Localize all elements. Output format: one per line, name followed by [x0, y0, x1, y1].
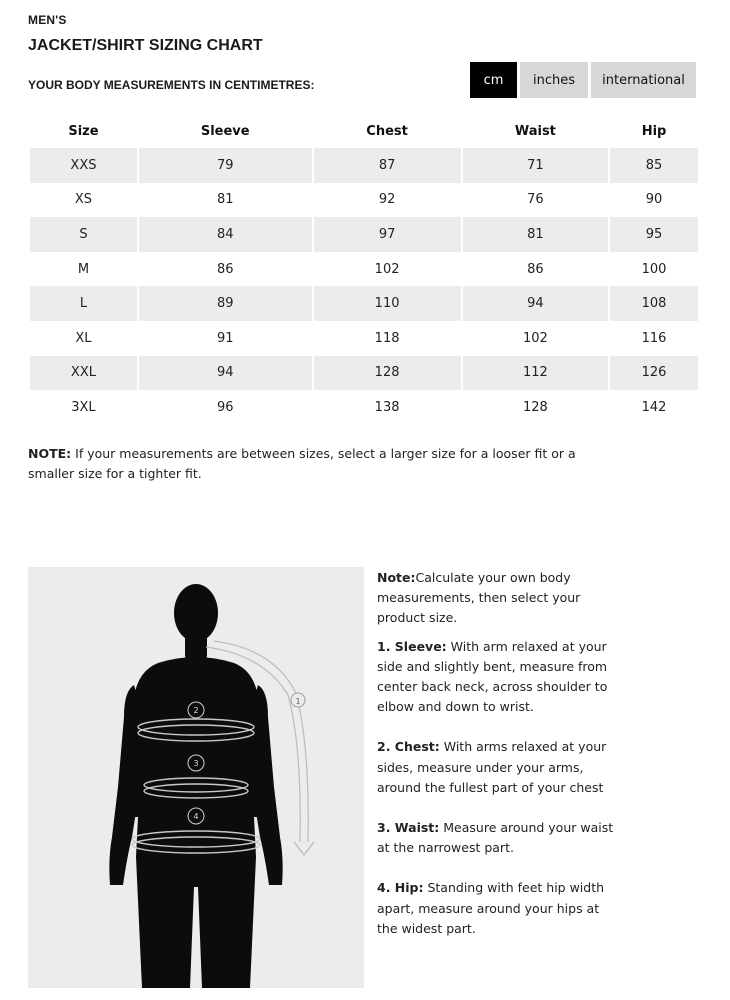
cell-hip: 100 — [641, 261, 667, 277]
cell-chest: 118 — [374, 330, 400, 346]
cell-size: XL — [75, 330, 92, 346]
cell-sleeve: 96 — [216, 399, 234, 415]
step-label: 3. Waist: — [377, 820, 440, 836]
instruction-chest — [377, 737, 622, 798]
cell-size: XS — [74, 192, 93, 208]
cell-size: XXL — [30, 356, 137, 391]
table-row — [30, 183, 698, 218]
cell-waist: 86 — [527, 261, 544, 277]
cell-chest: 128 — [314, 356, 461, 391]
step-label: 1. Sleeve: — [377, 638, 447, 654]
step-label: 2. Chest: — [377, 739, 440, 755]
measurement-instructions — [377, 568, 622, 959]
cell-waist: 102 — [522, 330, 548, 346]
section-kicker: MEN'S — [28, 13, 67, 27]
intro-label: Note: — [377, 570, 416, 585]
intro-text: Calculate your own body measurements, then select your product size. — [377, 570, 581, 626]
unit-inches-button[interactable]: inches — [520, 62, 588, 98]
cell-chest: 87 — [314, 148, 461, 183]
body-silhouette-illustration — [28, 567, 364, 988]
cell-size: L — [30, 286, 137, 321]
cell-chest: 138 — [374, 399, 400, 415]
column-header-hip: Hip — [641, 123, 667, 139]
measurement-subtitle: YOUR BODY MEASUREMENTS IN CENTIMETRES: — [28, 78, 315, 92]
instruction-sleeve — [377, 637, 622, 718]
cell-size: 3XL — [71, 399, 96, 415]
column-header-sleeve: Sleeve — [200, 123, 250, 139]
cell-sleeve: 89 — [139, 286, 312, 321]
cell-hip: 85 — [610, 148, 698, 183]
cell-sleeve: 94 — [139, 356, 312, 391]
note-label: NOTE: — [28, 446, 72, 461]
column-header-waist: Waist — [514, 123, 556, 139]
sleeve-marker: 1 — [295, 697, 301, 706]
table-row — [30, 252, 698, 287]
step-text: Measure around your waist at the narrowest part. — [377, 820, 614, 856]
cell-chest: 92 — [378, 192, 396, 208]
table-row — [30, 356, 698, 391]
table-row — [30, 217, 698, 252]
instruction-hip — [377, 878, 622, 939]
cell-sleeve: 79 — [139, 148, 312, 183]
sizing-note — [28, 444, 618, 484]
cell-size: S — [30, 217, 137, 252]
chest-marker: 2 — [193, 706, 199, 715]
table-row — [30, 390, 698, 425]
waist-marker: 3 — [193, 759, 199, 768]
step-text: With arm relaxed at your side and slightly bent, measure from center back neck, across shoulder to elbow and down to wrist. — [377, 638, 608, 715]
table-row — [30, 321, 698, 356]
body-measurement-figure — [28, 567, 364, 988]
cell-hip: 142 — [641, 399, 667, 415]
column-header-size: Size — [68, 123, 99, 139]
page-title: JACKET/SHIRT SIZING CHART — [28, 37, 263, 54]
cell-hip: 95 — [610, 217, 698, 252]
cell-waist: 112 — [463, 356, 608, 391]
cell-waist: 76 — [527, 192, 544, 208]
cell-chest: 102 — [374, 261, 400, 277]
cell-hip: 126 — [610, 356, 698, 391]
cell-sleeve: 86 — [216, 261, 234, 277]
cell-waist: 128 — [522, 399, 548, 415]
cell-sleeve: 81 — [216, 192, 234, 208]
cell-chest: 110 — [314, 286, 461, 321]
note-text: If your measurements are between sizes, select a larger size for a looser fit or a smaller size for a tighter fit. — [28, 446, 576, 481]
cell-hip: 116 — [641, 330, 667, 346]
step-label: 4. Hip: — [377, 880, 424, 896]
column-header-chest: Chest — [366, 123, 408, 139]
cell-chest: 97 — [314, 217, 461, 252]
cell-sleeve: 84 — [139, 217, 312, 252]
unit-cm-button[interactable]: cm — [470, 62, 517, 98]
size-chart-table — [28, 114, 700, 425]
table-header-row — [30, 114, 698, 148]
unit-toggle — [470, 62, 696, 98]
cell-size: XXS — [30, 148, 137, 183]
cell-hip: 108 — [610, 286, 698, 321]
step-text: Standing with feet hip width apart, measure around your hips at the widest part. — [377, 880, 605, 936]
hip-marker: 4 — [193, 812, 199, 821]
cell-waist: 71 — [463, 148, 608, 183]
instructions-intro — [377, 568, 622, 629]
cell-size: M — [77, 261, 90, 277]
step-text: With arms relaxed at your sides, measure under your arms, around the fullest part of your chest — [377, 739, 607, 795]
instruction-waist — [377, 818, 622, 858]
unit-international-button[interactable]: international — [591, 62, 696, 98]
cell-waist: 81 — [463, 217, 608, 252]
table-row — [30, 148, 698, 183]
cell-hip: 90 — [645, 192, 663, 208]
cell-waist: 94 — [463, 286, 608, 321]
cell-sleeve: 91 — [216, 330, 234, 346]
table-row — [30, 286, 698, 321]
